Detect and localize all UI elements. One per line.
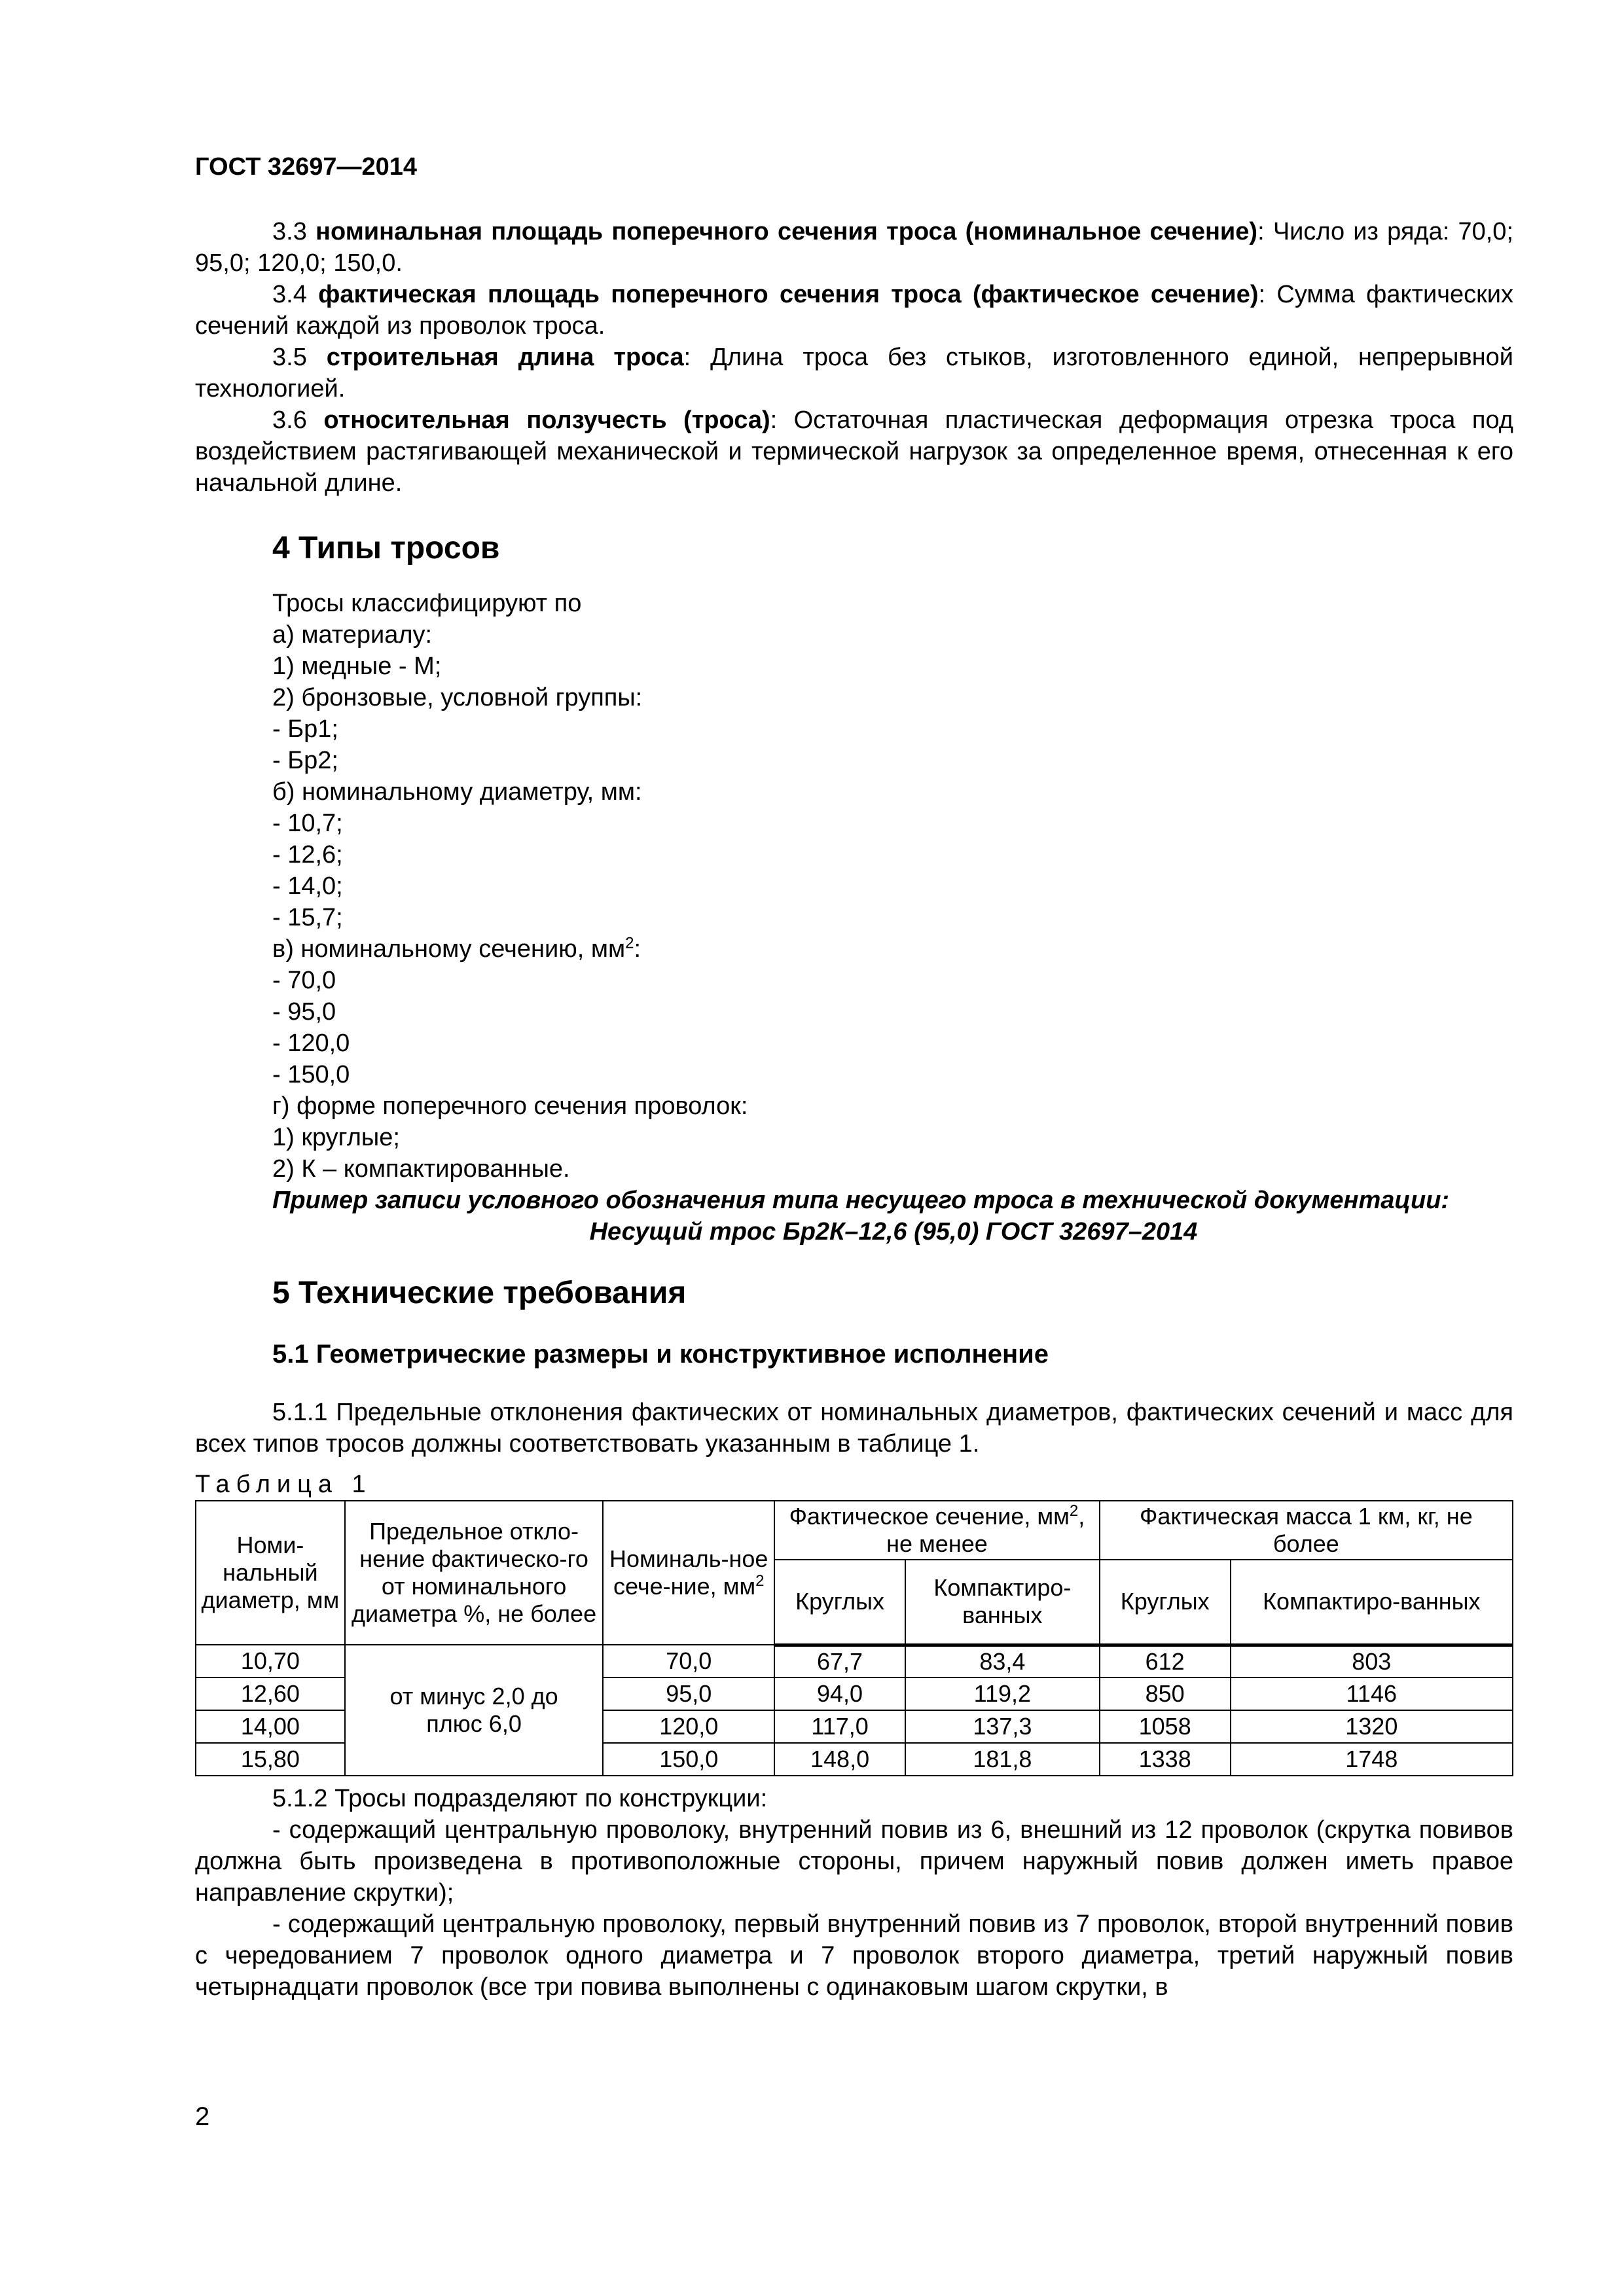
list-item: 2) К – компактированные. <box>272 1155 570 1183</box>
cell-round-section: 94,0 <box>774 1677 905 1710</box>
list-item: - 10,7; <box>272 810 343 837</box>
cell-diameter: 15,80 <box>196 1743 345 1776</box>
cell-diameter: 12,60 <box>196 1677 345 1710</box>
table-body <box>196 1645 1513 1776</box>
page-content <box>195 216 1513 2003</box>
definition-3-4: 3.4 фактическая площадь поперечного сечения троса (фактическое сечение): Сумма фактических сечений каждой из проволок троса. <box>195 281 1514 340</box>
col-header-nominal-section: Номиналь-ное сече-ние, $мм^2$ <box>603 1501 774 1645</box>
example-value: Несущий трос Бр2К–12,6 (95,0) ГОСТ 32697–2014 <box>589 1218 1198 1246</box>
classification-list-b <box>195 965 1513 1185</box>
col-header-actual-section: Фактическое сечение, $мм^2$, не менее <box>774 1501 1100 1560</box>
definition-3-6: 3.6 относительная ползучесть (троса): Остаточная пластическая деформация отрезка троса под воздействием растягивающей механической и термической нагрузок за определенное время, отнесенная к его начальной длине. <box>195 406 1513 497</box>
cell-round-section: 148,0 <box>774 1743 905 1776</box>
cell-round-mass: 1338 <box>1100 1743 1231 1776</box>
cell-compacted-mass: 1320 <box>1231 1710 1513 1743</box>
cell-compacted-mass: 1748 <box>1231 1743 1513 1776</box>
cell-deviation: от минус 2,0 до плюс 6,0 <box>345 1645 604 1776</box>
classification-list-a <box>195 619 1513 933</box>
cell-round-mass: 850 <box>1100 1677 1231 1710</box>
cell-compacted-section: 83,4 <box>905 1645 1100 1677</box>
definition-3-3: 3.3 номинальная площадь поперечного сечения троса (номинальное сечение): Число из ряда: 70,0; 95,0; 120,0; 150,0. <box>195 218 1514 277</box>
cell-round-section: 67,7 <box>774 1645 905 1677</box>
paragraph-5-1-2-item-1: - содержащий центральную проволоку, внутренний повив из 6, внешний из 12 проволок (скрутка повивов должна быть произведена в противоположные стороны, причем наружный повив должен иметь правое направление скрутки); <box>195 1816 1513 1907</box>
list-item: г) форме поперечного сечения проволок: <box>272 1092 748 1120</box>
list-item: - 14,0; <box>272 872 343 900</box>
cell-nominal-section: 120,0 <box>603 1710 774 1743</box>
col-header-deviation: Предельное откло-нение фактическо-го от номинального диаметра %, не более <box>345 1501 604 1645</box>
cell-nominal-section: 95,0 <box>603 1677 774 1710</box>
col-header-diameter: Номи-нальный диаметр, мм <box>196 1501 345 1645</box>
paragraph-5-1-1: 5.1.1 Предельные отклонения фактических от номинальных диаметров, фактических сечений и масс для всех типов тросов должны соответствовать указанным в таблице 1. <box>195 1399 1513 1458</box>
list-item: - 12,6; <box>272 841 343 869</box>
section-4-title: 4 Типы тросов <box>272 531 500 565</box>
col-header-actual-mass: Фактическая масса 1 км, кг, не более <box>1100 1501 1513 1560</box>
section-4-intro: Тросы классифицируют по <box>272 590 582 617</box>
col-header-compacted-section: Компактиро-ванных <box>905 1560 1100 1645</box>
table-1 <box>195 1500 1513 1776</box>
cell-round-section: 117,0 <box>774 1710 905 1743</box>
list-item: 1) медные - М; <box>272 653 442 680</box>
cell-compacted-mass: 803 <box>1231 1645 1513 1677</box>
cell-diameter: 14,00 <box>196 1710 345 1743</box>
list-item: - 95,0 <box>272 998 336 1026</box>
page-number: 2 <box>195 2102 210 2131</box>
list-item: в) номинальному сечению, $мм^2$: <box>272 934 641 963</box>
list-item: - 15,7; <box>272 904 343 931</box>
paragraph-5-1-2-item-2: - содержащий центральную проволоку, первый внутренний повив из 7 проволок, второй внутренний повив с чередованием 7 проволок одного диаметра и 7 проволок второго диаметра, третий наружный повив четырнадцати проволок (все три повива выполнены с одинаковым шагом скрутки, в <box>195 1910 1513 2001</box>
cell-round-mass: 612 <box>1100 1645 1231 1677</box>
list-item: - 70,0 <box>272 967 336 994</box>
col-header-round-section: Круглых <box>774 1560 905 1645</box>
list-item: а) материалу: <box>272 621 433 649</box>
list-item: 1) круглые; <box>272 1124 400 1151</box>
cell-compacted-section: 137,3 <box>905 1710 1100 1743</box>
document-header: ГОСТ 32697—2014 <box>195 153 418 181</box>
cell-compacted-mass: 1146 <box>1231 1677 1513 1710</box>
list-item: - 120,0 <box>272 1030 350 1057</box>
col-header-compacted-mass: Компактиро-ванных <box>1231 1560 1513 1645</box>
example-label: Пример записи условного обозначения типа несущего троса в технической документации: <box>272 1187 1450 1214</box>
col-header-round-mass: Круглых <box>1100 1560 1231 1645</box>
list-item: - Бр1; <box>272 715 338 743</box>
cell-nominal-section: 150,0 <box>603 1743 774 1776</box>
table-caption: Таблица 1 <box>195 1471 372 1498</box>
definition-3-5: 3.5 строительная длина троса: Длина троса без стыков, изготовленного единой, непрерывной технологией. <box>195 344 1513 403</box>
cell-nominal-section: 70,0 <box>603 1645 774 1677</box>
paragraph-5-1-2: 5.1.2 Тросы подразделяют по конструкции: <box>272 1785 768 1812</box>
cell-compacted-section: 181,8 <box>905 1743 1100 1776</box>
cell-compacted-section: 119,2 <box>905 1677 1100 1710</box>
cell-round-mass: 1058 <box>1100 1710 1231 1743</box>
table-row <box>196 1645 1513 1677</box>
cell-diameter: 10,70 <box>196 1645 345 1677</box>
list-item: б) номинальному диаметру, мм: <box>272 778 642 806</box>
list-item: - Бр2; <box>272 747 338 774</box>
section-5-title: 5 Технические требования <box>272 1276 687 1310</box>
list-item: - 150,0 <box>272 1061 350 1088</box>
list-item: 2) бронзовые, условной группы: <box>272 684 643 711</box>
subsection-5-1-title: 5.1 Геометрические размеры и конструктивное исполнение <box>272 1340 1049 1369</box>
